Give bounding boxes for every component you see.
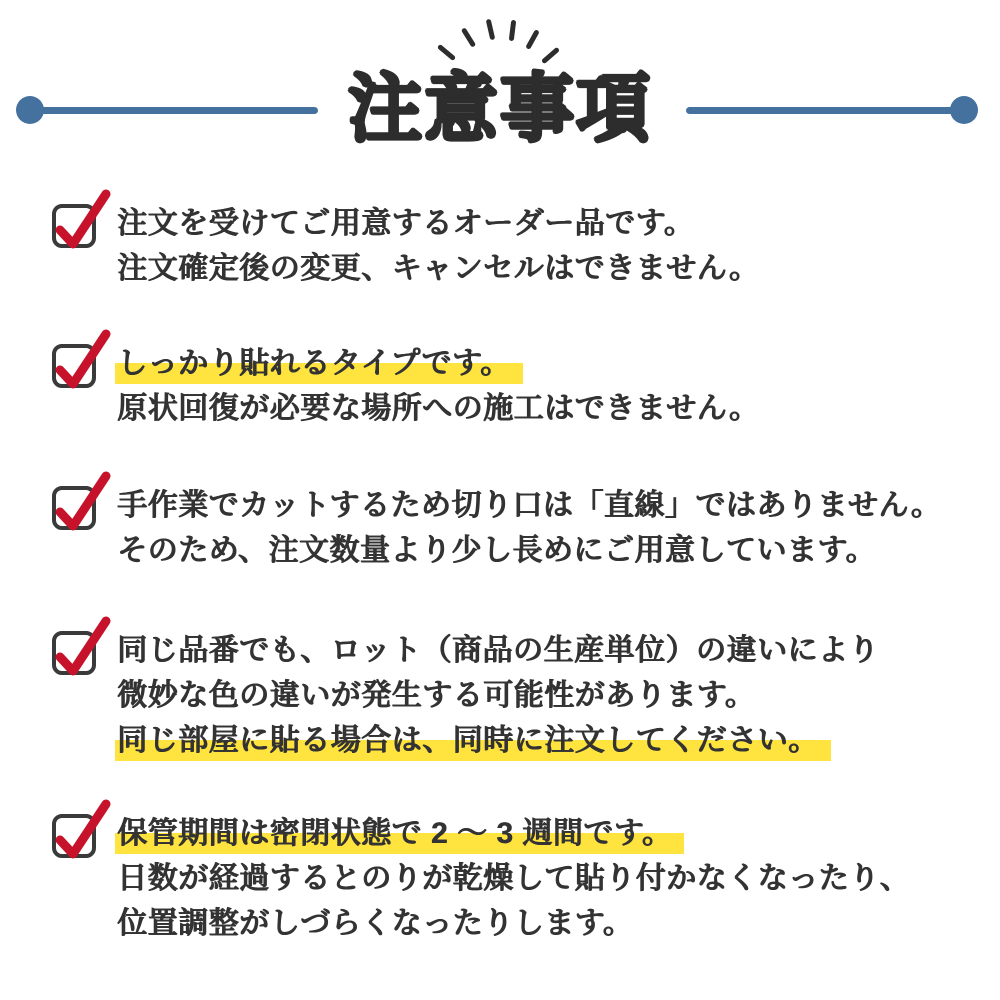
checkmark-icon [50,472,114,536]
checkmark-icon [50,190,114,254]
notice-line [117,528,987,573]
notice-line [117,483,987,528]
notice-line-text: 日数が経過するとのりが乾燥して貼り付かなくなったり、 [117,862,910,895]
highlighted-text: 同じ部屋に貼る場合は、同時に注文してください。 [115,718,831,763]
notice-item-5 [52,811,987,946]
rule-end-dot-right [950,96,978,124]
checkmark-icon [50,330,114,394]
notice-line-text: 手作業でカットするため切り口は「直線」ではありません。 [117,489,942,522]
page-title: 注意事項 [348,67,652,150]
notice-line-text: 微妙な色の違いが発生する可能性があります。 [117,679,756,712]
ray-icon [461,27,476,47]
notice-item-text [117,628,987,763]
notice-line-text: 位置調整がしづらくなったりします。 [117,907,634,940]
notice-line [117,246,987,291]
notice-line [117,901,987,946]
notice-item-1 [52,201,987,291]
notice-line-text: そのため、注文数量より少し長めにご用意しています。 [117,534,876,567]
checkbox-icon [52,344,96,388]
notice-item-3 [52,483,987,573]
notice-line [117,386,987,431]
ray-icon [509,20,517,41]
ray-icon [541,47,560,65]
notice-line [117,811,987,856]
checkbox-icon [52,631,96,675]
title-rule-right [686,107,966,114]
emphasis-rays-icon [438,14,562,66]
notice-item-text [117,341,987,431]
notice-line [117,673,987,718]
ray-icon [437,44,456,61]
highlighted-text: しっかり貼れるタイプです。 [115,341,523,386]
checkbox-icon [52,204,96,248]
notice-item-text [117,483,987,573]
notice-item-text [117,811,987,946]
notice-line-text: 注文確定後の変更、キャンセルはできません。 [117,252,760,285]
ray-icon [486,19,496,41]
notice-line-text: 同じ品番でも、ロット（商品の生産単位）の違いにより [117,634,879,667]
notice-line [117,856,987,901]
notice-item-text [117,201,987,291]
checkmark-icon [50,800,114,864]
notice-line-text: 注文を受けてご用意するオーダー品です。 [117,207,695,240]
checkbox-icon [52,814,96,858]
notice-line [117,341,987,386]
notice-line-text: 原状回復が必要な場所への施工はできません。 [117,392,760,425]
highlighted-text: 保管期間は密閉状態で 2 ～ 3 週間です。 [115,811,684,856]
checkbox-icon [52,486,96,530]
ray-icon [525,29,540,50]
notice-line [117,201,987,246]
notice-item-2 [52,341,987,431]
notice-line [117,718,987,763]
checkmark-icon [50,617,114,681]
notice-line [117,628,987,673]
notice-item-4 [52,628,987,763]
